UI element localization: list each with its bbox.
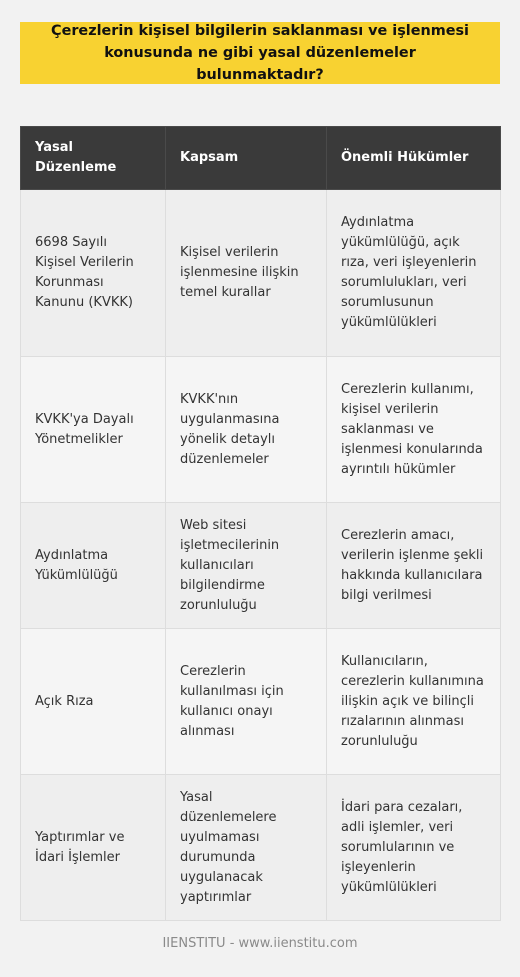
table-row	[21, 190, 501, 357]
table-cell: Aydınlatma Yükümlülüğü	[21, 503, 166, 629]
column-header-regulation: Yasal Düzenleme	[21, 127, 166, 190]
table-cell: Açık Rıza	[21, 629, 166, 775]
table-cell: Kullanıcıların, cerezlerin kullanımına ilişkin açık ve bilinçli rızalarının alınması zorunluluğu	[327, 629, 501, 775]
table-row	[21, 503, 501, 629]
table-row	[21, 629, 501, 775]
column-header-scope: Kapsam	[166, 127, 327, 190]
table-cell: Yaptırımlar ve İdari İşlemler	[21, 775, 166, 921]
footer-credit: IIENSTITU - www.iienstitu.com	[162, 936, 358, 951]
table-cell: Web sitesi işletmecilerinin kullanıcıları bilgilendirme zorunluluğu	[166, 503, 327, 629]
table-cell: Aydınlatma yükümlülüğü, açık rıza, veri işleyenlerin sorumlulukları, veri sorumlusunun yükümlülükleri	[327, 190, 501, 357]
legal-regulations-table	[20, 126, 501, 921]
table-cell: Cerezlerin amacı, verilerin işlenme şekli hakkında kullanıcılara bilgi verilmesi	[327, 503, 501, 629]
table-header-row	[21, 127, 501, 190]
table-cell: Cerezlerin kullanılması için kullanıcı onayı alınması	[166, 629, 327, 775]
table-row	[21, 357, 501, 503]
table-cell: Cerezlerin kullanımı, kişisel verilerin saklanması ve işlenmesi konularında ayrıntılı hükümler	[327, 357, 501, 503]
table-cell: Kişisel verilerin işlenmesine ilişkin temel kurallar	[166, 190, 327, 357]
table-cell: KVKK'nın uygulanmasına yönelik detaylı düzenlemeler	[166, 357, 327, 503]
table-row	[21, 775, 501, 921]
table-cell: İdari para cezaları, adli işlemler, veri sorumlularının ve işleyenlerin yükümlülükleri	[327, 775, 501, 921]
table-cell: Yasal düzenlemelere uyulmaması durumunda uygulanacak yaptırımlar	[166, 775, 327, 921]
table-cell: KVKK'ya Dayalı Yönetmelikler	[21, 357, 166, 503]
title-banner	[20, 22, 500, 84]
page-title: Çerezlerin kişisel bilgilerin saklanması ve işlenmesi konusunda ne gibi yasal düzenlemeler bulunmaktadır?	[51, 23, 469, 83]
table-cell: 6698 Sayılı Kişisel Verilerin Korunması Kanunu (KVKK)	[21, 190, 166, 357]
column-header-provisions: Önemli Hükümler	[327, 127, 501, 190]
